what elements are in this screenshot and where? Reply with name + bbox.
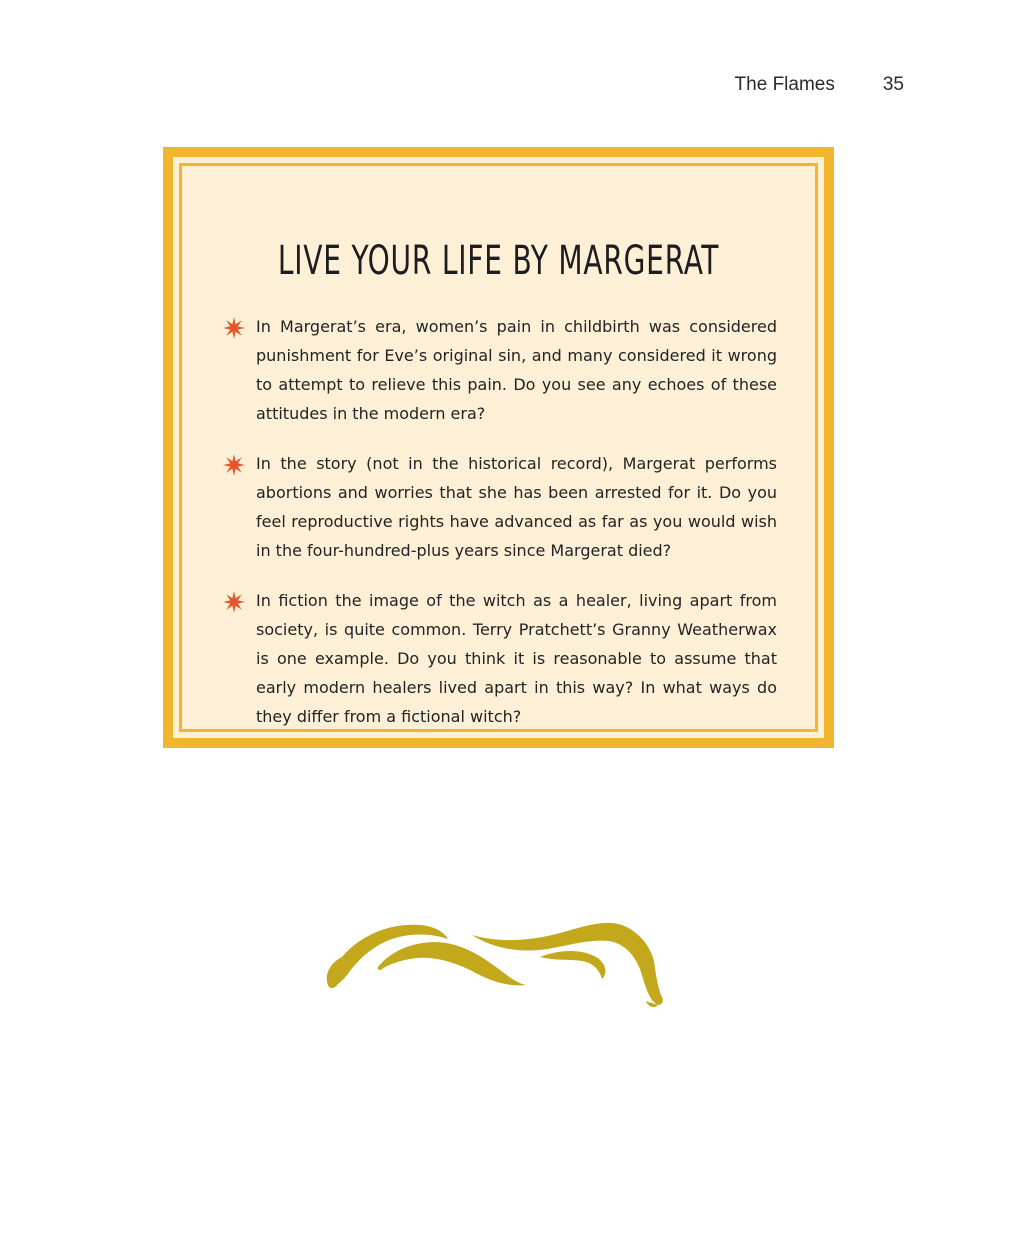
callout-inner-border bbox=[179, 163, 818, 732]
bullet-text: In the story (not in the historical record), Margerat performs abortions and worries that she has been arrested for it. Do you feel reproductive rights have advanced as far as you would wish in the four-hundred-plus years since Margerat died? bbox=[256, 454, 777, 560]
list-item bbox=[222, 312, 777, 428]
star-burst-icon bbox=[222, 453, 246, 477]
section-title: The Flames bbox=[734, 74, 835, 95]
flourish-ornament-icon bbox=[320, 905, 665, 1017]
star-burst-icon bbox=[222, 316, 246, 340]
page-number: 35 bbox=[882, 74, 904, 95]
bullet-text: In Margerat’s era, women’s pain in childbirth was considered punishment for Eve’s original sin, and many considered it wrong to attempt to relieve this pain. Do you see any echoes of these attitudes in the modern era? bbox=[256, 317, 777, 423]
list-item bbox=[222, 449, 777, 565]
list-item bbox=[222, 586, 777, 731]
callout-box bbox=[163, 147, 834, 748]
callout-title: LIVE YOUR LIFE BY MARGERAT bbox=[277, 238, 720, 284]
bullet-list bbox=[222, 312, 777, 752]
running-header bbox=[735, 74, 904, 96]
callout-panel bbox=[173, 157, 824, 738]
bullet-text: In fiction the image of the witch as a healer, living apart from society, is quite common. Terry Pratchett’s Granny Weatherwax is one example. Do you think it is reasonable to assume that early modern healers lived apart in this way? In what ways do they differ from a fictional witch? bbox=[256, 591, 777, 726]
star-burst-icon bbox=[222, 590, 246, 614]
